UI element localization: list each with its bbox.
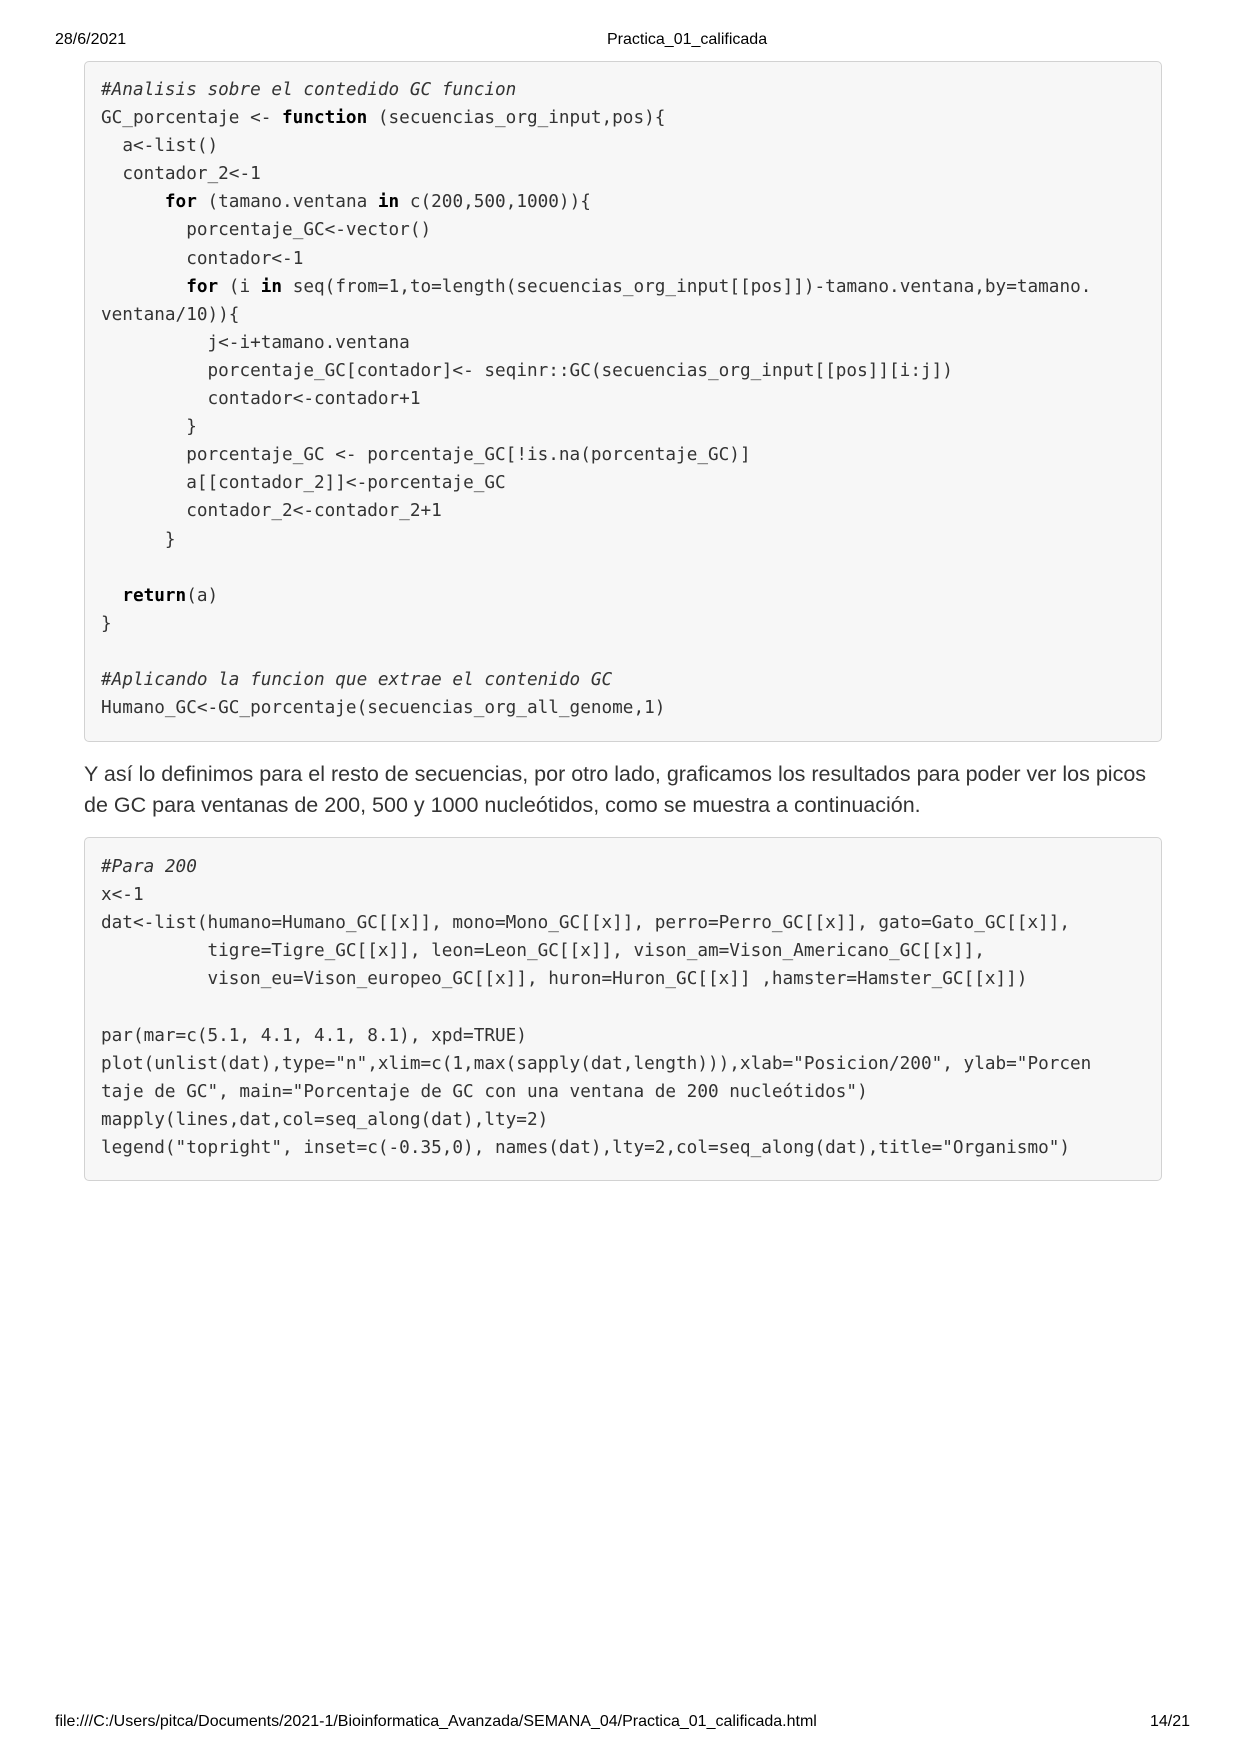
code-line: [101, 614, 112, 634]
code-token: seq(from=1,to=length(secuencias_org_input[[pos]])-tamano.ventana,by=tamano.: [282, 276, 1092, 297]
code-line: [101, 473, 506, 493]
code-line: [101, 1026, 527, 1046]
code-comment: #Analisis sobre el contedido GC funcion: [101, 80, 517, 100]
code-token: dat<-list(humano=Humano_GC[[x]], mono=Mono_GC[[x]], perro=Perro_GC[[x]], gato=Gato_GC[[x]],: [101, 913, 1071, 934]
code-line: [101, 249, 303, 269]
code-token: taje de GC", main="Porcentaje de GC con una ventana de 200 nucleótidos"): [101, 1081, 868, 1102]
code-comment: #Para 200: [101, 857, 197, 877]
code-token: porcentaje_GC <- porcentaje_GC[!is.na(porcentaje_GC)]: [186, 445, 751, 466]
code-token: (a): [186, 585, 219, 606]
code-line: [101, 220, 431, 240]
code-line: [101, 192, 591, 212]
code-token: tigre=Tigre_GC[[x]], leon=Leon_GC[[x]], vison_am=Vison_Americano_GC[[x]],: [207, 941, 985, 962]
code-line: [101, 305, 239, 325]
code-token: (i: [218, 276, 261, 297]
code-line: [101, 389, 420, 409]
code-line: [101, 969, 1027, 989]
code-line: [101, 913, 1070, 933]
code-token: j<-i+tamano.ventana: [207, 332, 410, 353]
code-line: [101, 501, 442, 521]
code-text: [101, 853, 1091, 1162]
code-token: contador<-1: [186, 248, 304, 269]
code-token: contador<-contador+1: [207, 389, 421, 410]
code-token: contador_2<-1: [122, 164, 261, 185]
code-token: a[[contador_2]]<-porcentaje_GC: [186, 473, 506, 494]
code-line: [101, 333, 410, 353]
code-token: plot(unlist(dat),type="n",xlim=c(1,max(sapply(dat,length))),xlab="Posicion/200", ylab="Porcen: [101, 1053, 1092, 1074]
print-url: file:///C:/Users/pitca/Documents/2021-1/Bioinformatica_Avanzada/SEMANA_04/Practica_01_calificada.html: [55, 1713, 817, 1730]
print-title: Practica_01_calificada: [607, 31, 768, 48]
code-token: (tamano.ventana: [196, 192, 378, 213]
code-keyword: function: [282, 108, 368, 129]
code-line: [101, 277, 1091, 297]
code-token: ventana/10)){: [101, 304, 240, 325]
code-token: legend("topright", inset=c(-0.35,0), names(dat),lty=2,col=seq_along(dat),title="Organismo"): [101, 1137, 1071, 1158]
code-token: contador_2<-contador_2+1: [186, 501, 442, 522]
code-token: (secuencias_org_input,pos){: [367, 108, 666, 129]
body-paragraph: Y así lo definimos para el resto de secuencias, por otro lado, graficamos los resultados para poder ver los picos de GC para ventanas de 200, 500 y 1000 nucleótidos, como se muestra a continuación.: [84, 762, 1147, 817]
code-line: [101, 136, 218, 156]
code-token: porcentaje_GC[contador]<- seqinr::GC(secuencias_org_input[[pos]][i:j]): [207, 360, 953, 381]
code-token: vison_eu=Vison_europeo_GC[[x]], huron=Huron_GC[[x]] ,hamster=Hamster_GC[[x]]): [207, 969, 1028, 990]
code-line: [101, 698, 665, 718]
code-token: porcentaje_GC<-vector(): [186, 220, 432, 241]
page-number: 14/21: [1150, 1713, 1191, 1730]
code-block-gc-function: [84, 61, 1162, 742]
code-token: }: [164, 529, 176, 550]
print-date: 28/6/2021: [55, 31, 127, 48]
code-line: [101, 417, 197, 437]
code-line: [101, 586, 218, 606]
code-line: [101, 1054, 1091, 1074]
code-token: mapply(lines,dat,col=seq_along(dat),lty=2): [101, 1109, 549, 1130]
code-token: Humano_GC<-GC_porcentaje(secuencias_org_all_genome,1): [101, 698, 666, 719]
code-line: [101, 885, 144, 905]
code-block-plot-200: [84, 837, 1162, 1181]
code-line: [101, 1110, 548, 1130]
code-token: }: [186, 417, 197, 438]
code-line: [101, 1082, 868, 1102]
code-keyword: in: [377, 192, 400, 213]
code-token: x<-1: [101, 885, 144, 906]
code-line: [101, 445, 751, 465]
code-text: [101, 76, 1091, 722]
code-line: [101, 941, 985, 961]
code-token: }: [101, 613, 112, 634]
code-line: [101, 857, 197, 877]
code-token: c(200,500,1000)){: [399, 192, 591, 213]
code-line: [101, 108, 665, 128]
code-token: a<-list(): [122, 136, 219, 157]
code-token: GC_porcentaje <-: [101, 108, 283, 129]
code-token: par(mar=c(5.1, 4.1, 4.1, 8.1), xpd=TRUE): [101, 1025, 527, 1046]
code-line: [101, 670, 612, 690]
code-line: [101, 164, 261, 184]
code-line: [101, 361, 953, 381]
code-keyword: for: [164, 192, 197, 213]
code-keyword: return: [122, 585, 187, 606]
code-line: [101, 80, 516, 100]
code-line: [101, 530, 176, 550]
code-keyword: for: [186, 276, 219, 297]
code-line: [101, 1138, 1070, 1158]
code-keyword: in: [260, 276, 283, 297]
code-comment: #Aplicando la funcion que extrae el contenido GC: [101, 669, 613, 690]
